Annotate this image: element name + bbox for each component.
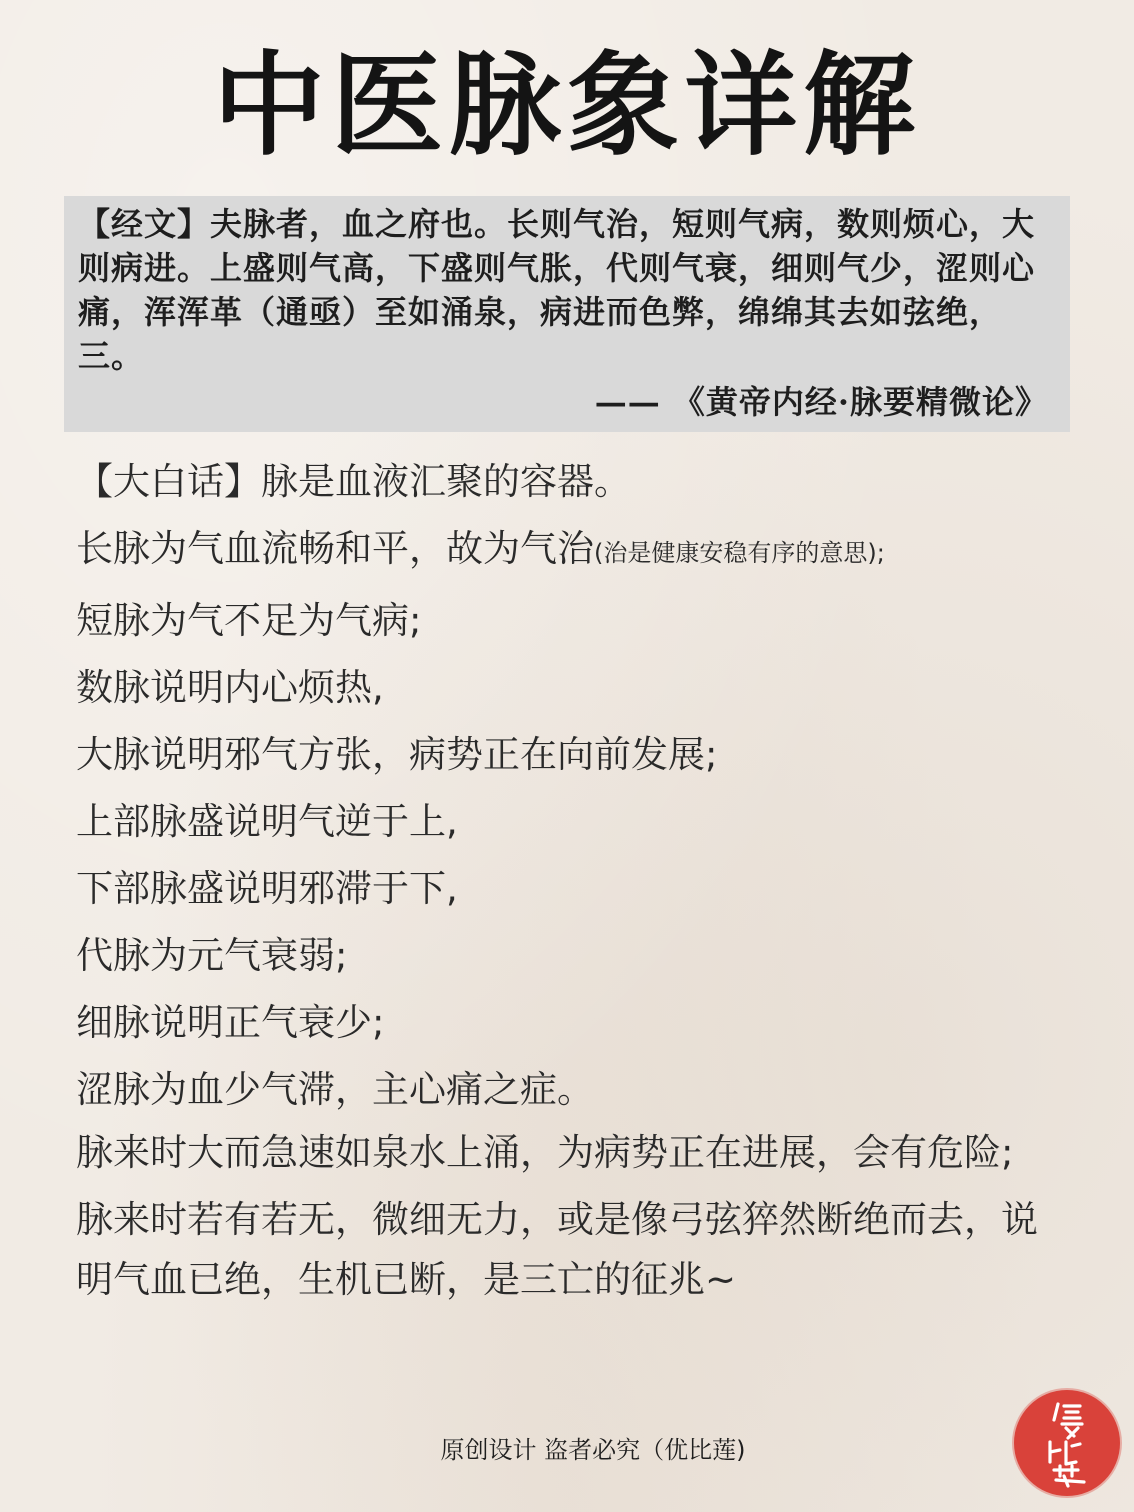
explanation-line-upper-pulse: 上部脉盛说明气逆于上, (76, 800, 458, 843)
seal-calligraphy-icon (1014, 1390, 1120, 1496)
copyright-footer: 原创设计 盗者必究（优比莲) (440, 1436, 746, 1464)
explanation-line-lower-pulse: 下部脉盛说明邪滞于下, (76, 867, 458, 910)
classic-quote-source: —— 《黄帝内经·脉要精微论》 (594, 383, 1048, 421)
explanation-section (76, 448, 1066, 1317)
classic-quote-box (64, 196, 1070, 432)
classic-quote-text: 【经文】夫脉者，血之府也。长则气治，短则气病，数则烦心，大则病进。上盛则气高，下盛则气胀，代则气衰，细则气少，涩则心痛，浑浑革（通亟）至如涌泉，病进而色弊，绵绵其去如弦绝，三。 (78, 205, 1036, 375)
explanation-line-faint-pulse: 脉来时若有若无，微细无力，或是像弓弦猝然断绝而去，说明气血已绝，生机已断，是三亡的征兆~ (76, 1198, 1038, 1301)
explanation-line-large-pulse: 大脉说明邪气方张，病势正在向前发展; (76, 733, 718, 776)
page-title: 中医脉象详解 (213, 40, 921, 171)
long-pulse-text: 长脉为气血流畅和平，故为气治 (76, 527, 594, 570)
long-pulse-note: (治是健康安稳有序的意思); (594, 539, 885, 567)
red-seal-stamp-icon (1014, 1390, 1120, 1496)
explanation-line-thin-pulse: 细脉说明正气衰少; (76, 1001, 385, 1044)
explanation-line-surging-pulse: 脉来时大而急速如泉水上涌，为病势正在进展，会有危险; (76, 1131, 1014, 1174)
explanation-intro: 【大白话】脉是血液汇聚的容器。 (76, 460, 631, 503)
explanation-line-long-pulse (76, 515, 1066, 587)
explanation-line-short-pulse: 短脉为气不足为气病; (76, 599, 422, 642)
explanation-line-rapid-pulse: 数脉说明内心烦热, (76, 666, 384, 709)
explanation-line-intermittent-pulse: 代脉为元气衰弱; (76, 934, 348, 977)
explanation-line-rough-pulse: 涩脉为血少气滞，主心痛之症。 (76, 1068, 594, 1111)
